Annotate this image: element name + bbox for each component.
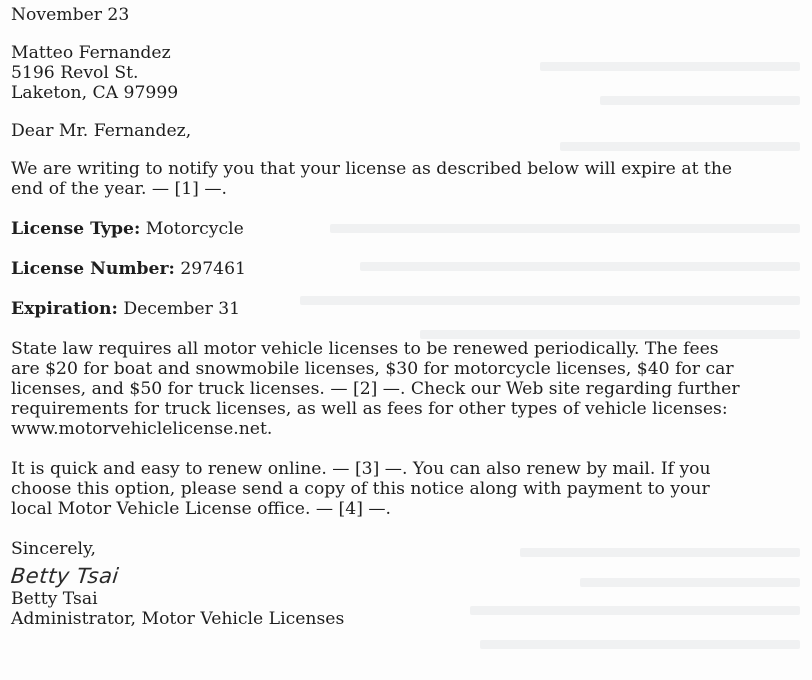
recipient-city-line: Laketon, CA 97999	[11, 83, 179, 103]
fees-line: are $20 for boat and snowmobile licenses, $30 for motorcycle licenses, $40 for car	[11, 359, 734, 379]
handwritten-signature: Betty Tsai	[9, 564, 121, 588]
salutation: Dear Mr. Fernandez,	[11, 121, 192, 141]
renew-line: choose this option, please send a copy of this notice along with payment to your	[11, 479, 710, 499]
recipient-street: 5196 Revol St.	[11, 63, 139, 83]
fees-paragraph	[11, 339, 811, 439]
intro-line: We are writing to notify you that your license as described below will expire at the	[11, 159, 733, 179]
website-url: www.motorvehiclelicense.net.	[11, 419, 273, 439]
license-number-field	[11, 259, 811, 279]
renew-line: local Motor Vehicle License office. — [4] —.	[11, 499, 392, 519]
expiration-value: December 31	[123, 299, 241, 319]
license-number-label: License Number:	[11, 259, 175, 279]
expiration-field	[11, 299, 811, 319]
intro-paragraph	[11, 159, 811, 199]
license-type-label: License Type:	[11, 219, 141, 239]
sender-name: Betty Tsai	[11, 589, 98, 609]
recipient-name: Matteo Fernandez	[11, 43, 171, 63]
fees-line: State law requires all motor vehicle licenses to be renewed periodically. The fees	[11, 339, 719, 359]
license-type-value: Motorcycle	[145, 219, 244, 239]
intro-line: end of the year. — [1] —.	[11, 179, 227, 199]
license-number-value: 297461	[180, 259, 246, 279]
recipient-address	[11, 43, 811, 103]
fees-line: licenses, and $50 for truck licenses. — [2] —. Check our Web site regarding further	[11, 379, 740, 399]
sender-block	[11, 589, 811, 629]
letter-body	[11, 5, 811, 629]
renew-paragraph	[11, 459, 811, 519]
closing: Sincerely,	[11, 539, 96, 559]
fees-line: requirements for truck licenses, as well as fees for other types of vehicle licenses:	[11, 399, 728, 419]
expiration-label: Expiration:	[11, 299, 118, 319]
license-type-field	[11, 219, 811, 239]
sender-title: Administrator, Motor Vehicle Licenses	[11, 609, 345, 629]
letter-date: November 23	[11, 5, 130, 25]
renew-line: It is quick and easy to renew online. — [3] —. You can also renew by mail. If you	[11, 459, 711, 479]
bleed-through-line	[480, 640, 800, 649]
